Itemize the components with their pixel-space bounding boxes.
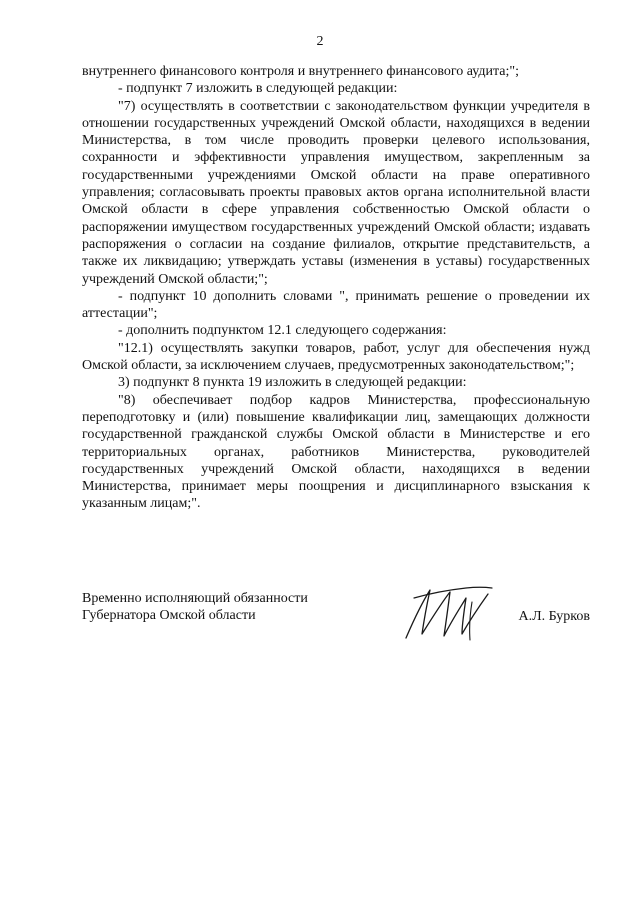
- paragraph-8: "8) обеспечивает подбор кадров Министерства, профессиональную переподготовку и (или) повышение квалификации лиц, замещающих должности государственной гражданской службы Омской области в Министерстве и его территориальных органах, работников Министерства, руководителей государственных учреждений Омской области, находящихся в ведении Министерства, принимает меры поощрения и дисциплинарного взыскания к указанным лицам;".: [82, 392, 590, 512]
- paragraph-7: 3) подпункт 8 пункта 19 изложить в следующей редакции:: [118, 375, 467, 391]
- handwritten-signature: [400, 582, 500, 644]
- paragraph-3: "7) осуществлять в соответствии с законодательством функции учредителя в отношении государственных учреждений Омской области, находящихся в ведении Министерства, в том числе проводить проверки целевого использования, сохранности и эффективности управления имуществом, закрепленным за государственными учреждениями Омской области на праве оперативного управления; согласовывать проекты правовых актов органа исполнительной власти Омской области в сфере управления собственностью Омской области о распоряжении имуществом государственных учреждений Омской области; издавать распоряжения о согласии на создание филиалов, открытие представительств, а также их ликвидацию; утверждать уставы (изменения в уставы) государственных учреждений Омской области;";: [82, 98, 590, 287]
- page-number: 2: [316, 34, 324, 49]
- paragraph-5: - дополнить подпунктом 12.1 следующего содержания:: [118, 323, 447, 339]
- paragraph-4: - подпункт 10 дополнить словами ", принимать решение о проведении их аттестации";: [82, 288, 590, 322]
- paragraph-1: внутреннего финансового контроля и внутреннего финансового аудита;";: [82, 64, 520, 79]
- signatory-title-line-2: Губернатора Омской области: [82, 608, 256, 624]
- paragraph-6: "12.1) осуществлять закупки товаров, работ, услуг для обеспечения нужд Омской области, за исключением случаев, предусмотренных законодательством;";: [82, 340, 590, 374]
- signatory-title-line-1: Временно исполняющий обязанности: [82, 591, 308, 606]
- document-body: [82, 63, 590, 513]
- paragraph-2: - подпункт 7 изложить в следующей редакции:: [118, 81, 398, 97]
- signatory-name: А.Л. Бурков: [518, 609, 590, 624]
- signature-block: [82, 590, 590, 660]
